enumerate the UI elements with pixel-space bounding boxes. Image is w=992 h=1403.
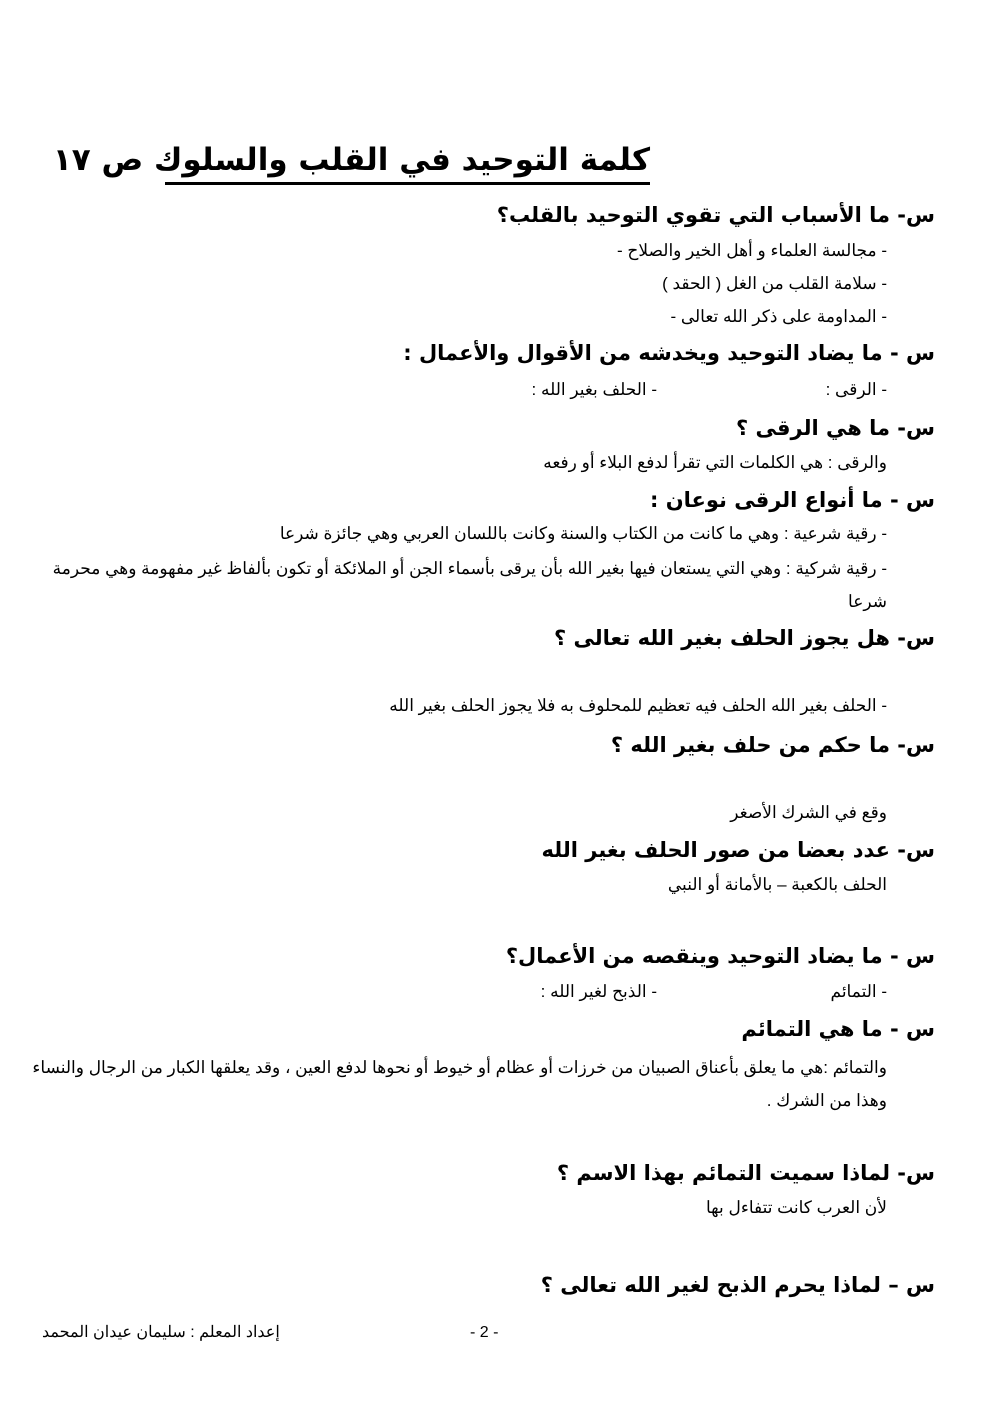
question-9: س - ما هي التمائم: [741, 1017, 935, 1041]
page-number: - 2 -: [470, 1324, 499, 1341]
question-7: س- عدد بعضا من صور الحلف بغير الله: [541, 838, 935, 862]
answer-4-1: - رقية شرعية : وهي ما كانت من الكتاب والسنة وكانت باللسان العربي وهي جائزة شرعا: [279, 524, 887, 543]
answer-7-1: الحلف بالكعبة – بالأمانة أو النبي: [667, 875, 887, 894]
footer-author: إعداد المعلم : سليمان عيدان المحمد: [42, 1324, 280, 1341]
question-1: س- ما الأسباب التي تقوي التوحيد بالقلب؟: [496, 203, 935, 227]
answer-2-2: - الحلف بغير الله :: [531, 380, 657, 399]
answer-1-2: - سلامة القلب من الغل ( الحقد ): [662, 274, 887, 293]
question-8: س - ما يضاد التوحيد وينقصه من الأعمال؟: [505, 944, 935, 968]
answer-10-1: لأن العرب كانت تتفاءل بها: [706, 1198, 887, 1217]
answer-3-1: والرقى : هي الكلمات التي تقرأ لدفع البلاء أو رفعه: [543, 453, 887, 472]
question-10: س- لماذا سميت التمائم بهذا الاسم ؟: [556, 1161, 935, 1185]
question-4: س - ما أنواع الرقى نوعان :: [650, 488, 935, 512]
answer-9-1: والتمائم :هي ما يعلق بأعناق الصبيان من خرزات أو عظام أو خيوط أو نحوها لدفع العين ، وقد يعلقها الكبار من الرجال والنساء وهذا من الشرك .: [32, 1058, 887, 1110]
answer-2-1: - الرقى :: [825, 380, 887, 399]
answer-8-pair: [541, 980, 887, 1004]
question-2: س - ما يضاد التوحيد ويخدشه من الأقوال والأعمال :: [403, 341, 935, 365]
answer-6-1: وقع في الشرك الأصغر: [730, 803, 887, 822]
question-5: س- هل يجوز الحلف بغير الله تعالى ؟: [554, 626, 935, 650]
answer-2-pair: [532, 378, 887, 402]
answer-1-1: - مجالسة العلماء و أهل الخير والصلاح -: [617, 241, 887, 260]
page-title: كلمة التوحيد في القلب والسلوك ص ١٧: [165, 138, 650, 185]
question-3: س- ما هي الرقى ؟: [736, 416, 935, 440]
question-6: س- ما حكم من حلف بغير الله ؟: [610, 733, 935, 757]
answer-1-3: - المداومة على ذكر الله تعالى -: [670, 307, 887, 326]
answer-4-2: - رقية شركية : وهي التي يستعان فيها بغير الله بأن يرقى بأسماء الجن أو الملائكة أو تكون بألفاظ غير مفهومة وهي محرمة شرعا: [52, 559, 887, 611]
question-11: س – لماذا يحرم الذبح لغير الله تعالى ؟: [540, 1273, 935, 1297]
answer-8-1: - التمائم: [830, 982, 887, 1001]
answer-5-1: - الحلف بغير الله الحلف فيه تعظيم للمحلوف به فلا يجوز الحلف بغير الله: [389, 696, 887, 715]
answer-8-2: - الذبح لغير الله :: [540, 982, 657, 1001]
